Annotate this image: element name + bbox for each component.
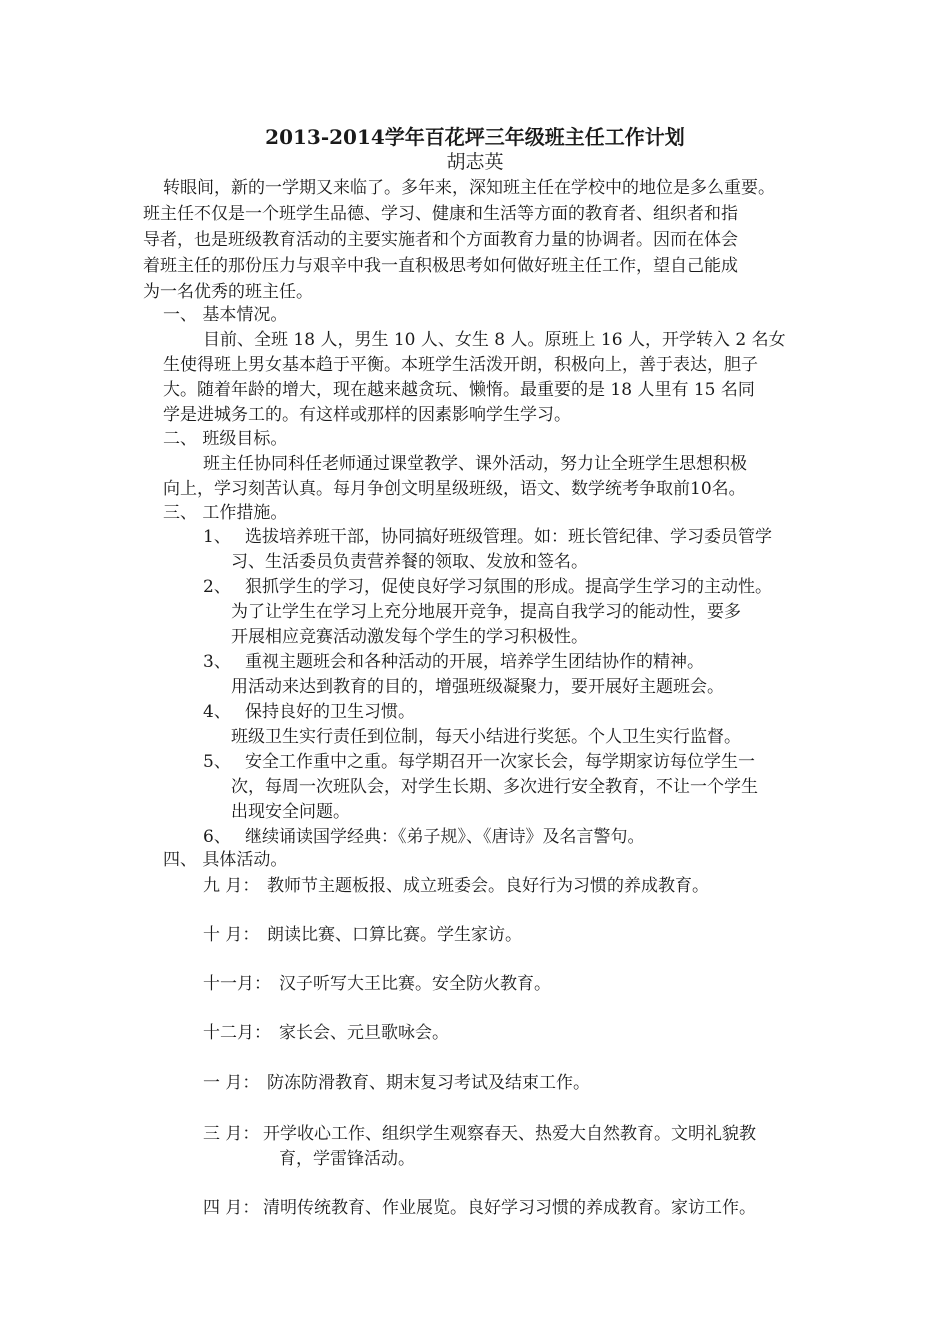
section-line: 向上，学习刻苦认真。每月争创文明星级班级，语文、数学统考争取前10名。 (163, 479, 746, 499)
month-text: 朗读比赛、口算比赛。学生家访。 (267, 925, 522, 945)
list-item-line: 班级卫生实行责任到位制，每天小结进行奖惩。个人卫生实行监督。 (231, 727, 741, 747)
document-title: 2013-2014学年百花坪三年级班主任工作计划 (265, 125, 685, 149)
section-line: 大。随着年龄的增大，现在越来越贪玩、懒惰。最重要的是 18 人里有 15 名同 (163, 380, 755, 400)
month-text: 汉子听写大王比赛。安全防火教育。 (279, 974, 551, 994)
list-item-line: 保持良好的卫生习惯。 (245, 702, 415, 722)
intro-line: 为一名优秀的班主任。 (143, 282, 313, 302)
list-item-line: 次，每周一次班队会，对学生长期、多次进行安全教育，不让一个学生 (231, 777, 758, 797)
month-text-cont: 育，学雷锋活动。 (279, 1149, 415, 1169)
section-heading: 三、 工作措施。 (163, 503, 288, 523)
list-item-line: 出现安全问题。 (231, 802, 350, 822)
list-item-line: 重视主题班会和各种活动的开展，培养学生团结协作的精神。 (245, 652, 704, 672)
list-item-line: 选拔培养班干部，协同搞好班级管理。如：班长管纪律、学习委员管学 (245, 527, 772, 547)
month-label: 一 月： (203, 1073, 260, 1093)
month-text: 家长会、元旦歌咏会。 (279, 1023, 449, 1043)
list-item-line: 继续诵读国学经典：《弟子规》、《唐诗》及名言警句。 (245, 827, 645, 847)
list-item-line: 习、生活委员负责营养餐的领取、发放和签名。 (231, 552, 588, 572)
month-text: 防冻防滑教育、期末复习考试及结束工作。 (267, 1073, 590, 1093)
list-number: 6、 (203, 827, 231, 847)
list-number: 3、 (203, 652, 231, 672)
month-label: 十二月： (203, 1023, 271, 1043)
list-item-line: 用活动来达到教育的目的，增强班级凝聚力，要开展好主题班会。 (231, 677, 724, 697)
section-heading: 四、 具体活动。 (163, 850, 288, 870)
intro-line: 导者，也是班级教育活动的主要实施者和个方面教育力量的协调者。因而在体会 (143, 230, 738, 250)
month-text: 教师节主题板报、成立班委会。良好行为习惯的养成教育。 (267, 876, 709, 896)
list-item-line: 为了让学生在学习上充分地展开竞争，提高自我学习的能动性，要多 (231, 602, 741, 622)
section-line: 生使得班上男女基本趋于平衡。本班学生活泼开朗，积极向上，善于表达，胆子 (163, 355, 758, 375)
month-label: 十 月： (203, 925, 260, 945)
intro-line: 着班主任的那份压力与艰辛中我一直积极思考如何做好班主任工作，望自己能成 (143, 256, 738, 276)
month-label: 十一月： (203, 974, 271, 994)
section-line: 目前、全班 18 人，男生 10 人、女生 8 人。原班上 16 人，开学转入 2 名女 (203, 330, 786, 350)
list-item-line: 安全工作重中之重。每学期召开一次家长会，每学期家访每位学生一 (245, 752, 755, 772)
section-heading: 一、 基本情况。 (163, 305, 288, 325)
intro-line: 转眼间，新的一学期又来临了。多年来，深知班主任在学校中的地位是多么重要。 (163, 178, 775, 198)
month-text: 开学收心工作、组织学生观察春天、热爱大自然教育。文明礼貌教 (263, 1124, 756, 1144)
month-label: 四 月： (203, 1198, 260, 1218)
list-number: 4、 (203, 702, 231, 722)
document-author: 胡志英 (446, 151, 504, 173)
intro-line: 班主任不仅是一个班学生品德、学习、健康和生活等方面的教育者、组织者和指 (143, 204, 738, 224)
section-line: 班主任协同科任老师通过课堂教学、课外活动，努力让全班学生思想积极 (203, 454, 747, 474)
month-text: 清明传统教育、作业展览。良好学习习惯的养成教育。家访工作。 (263, 1198, 756, 1218)
month-label: 三 月： (203, 1124, 260, 1144)
list-number: 2、 (203, 577, 231, 597)
month-label: 九 月： (203, 876, 260, 896)
list-number: 5、 (203, 752, 231, 772)
list-item-line: 开展相应竞赛活动激发每个学生的学习积极性。 (231, 627, 588, 647)
list-number: 1、 (203, 527, 231, 547)
section-heading: 二、 班级目标。 (163, 429, 288, 449)
section-line: 学是进城务工的。有这样或那样的因素影响学生学习。 (163, 405, 571, 425)
list-item-line: 狠抓学生的学习，促使良好学习氛围的形成。提高学生学习的主动性。 (245, 577, 772, 597)
